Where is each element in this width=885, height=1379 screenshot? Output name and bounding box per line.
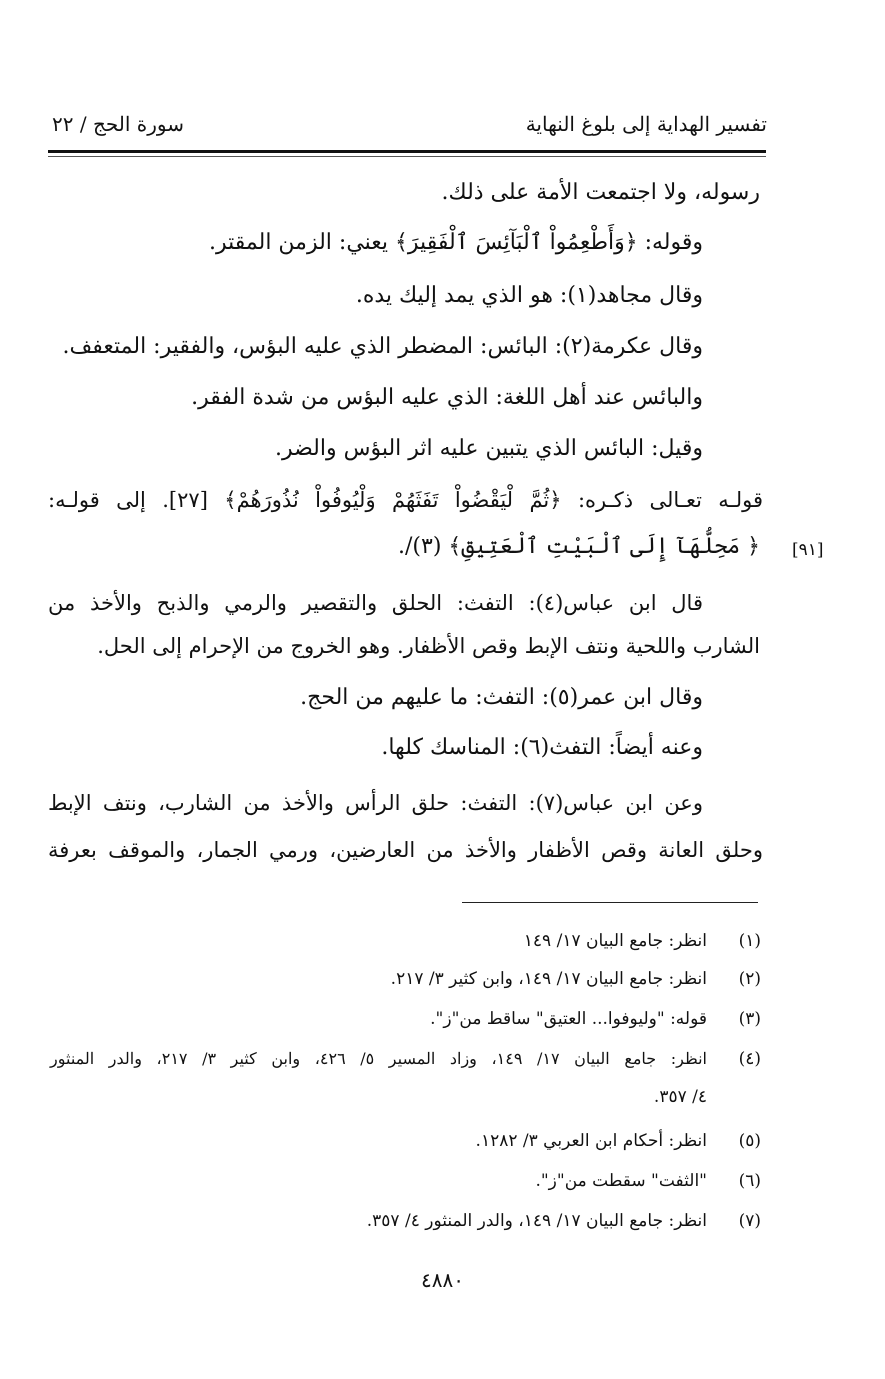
body-line: وقال عكرمة(٢): البائس: المضطر الذي عليه البؤس، والفقير: المتعفف. (62, 334, 703, 359)
footnote-number: (٤) (738, 1049, 761, 1069)
footnote-number: (٥) (738, 1131, 761, 1151)
body-line: والبائس عند أهل اللغة: الذي عليه البؤس من شدة الفقر. (191, 385, 703, 410)
footnote-text: انظر: أحكام ابن العربي ٣/ ١٢٨٢. (475, 1131, 707, 1151)
running-header-surah: سورة الحج / ٢٢ (52, 112, 184, 136)
body-line: وقيل: البائس الذي يتبين عليه اثر البؤس والضر. (274, 436, 703, 461)
body-line: وحلق العانة وقص الأظفار والأخذ من العارضين، ورمي الجمار، والموقف بعرفة (48, 838, 763, 862)
margin-reference: [٩١] (792, 540, 824, 560)
footnote-number: (١) (738, 931, 761, 951)
page-number: ٤٨٨٠ (421, 1268, 464, 1292)
footnote-text: انظر: جامع البيان ١٧/ ١٤٩، وزاد المسير ٥/ ٤٢٦، وابن كثير ٣/ ٢١٧، والدر المنثور (50, 1049, 708, 1068)
body-line: وقال ابن عمر(٥): التفث: ما عليهم من الحج. (300, 685, 703, 710)
footnote-text: انظر: جامع البيان ١٧/ ١٤٩ (523, 931, 707, 951)
footnote-number: (٦) (738, 1171, 761, 1191)
running-header-book-title: تفسير الهداية إلى بلوغ النهاية (525, 112, 767, 136)
footnote-continuation: ٤/ ٣٥٧. (653, 1087, 707, 1107)
body-line: الشارب واللحية ونتف الإبط وقص الأظفار. وهو الخروج من الإحرام إلى الحل. (97, 634, 760, 658)
body-line: وقال مجاهد(١): هو الذي يمد إليك يده. (355, 283, 703, 308)
body-line: وعنه أيضاً: التفث(٦): المناسك كلها. (381, 735, 703, 760)
footnote-text: انظر: جامع البيان ١٧/ ١٤٩، والدر المنثور ٤/ ٣٥٧. (366, 1211, 707, 1231)
body-line: قال ابن عباس(٤): التفث: الحلق والتقصير والرمي والذبح والأخذ من (48, 591, 703, 615)
footnote-number: (٢) (738, 969, 761, 989)
footnote-text: قوله: "وليوفوا... العتيق" ساقط من"ز". (430, 1009, 707, 1029)
body-line: وقوله: ﴿وَأَطْعِمُواْ ٱلْبَآئِسَ ٱلْفَقِيرَ﴾ يعني: الزمن المقتر. (209, 230, 703, 255)
body-line: رسوله، ولا اجتمعت الأمة على ذلك. (441, 180, 760, 205)
body-line: ﴿ مَحِلُّهَآ إِلَى ٱلْبَيْتِ ٱلْعَتِيقِ﴾ (٣)/. (398, 534, 760, 559)
footnote-divider (462, 902, 758, 903)
body-line: وعن ابن عباس(٧): التفث: حلق الرأس والأخذ من الشارب، ونتف الإبط (48, 791, 703, 815)
footnote-number: (٧) (738, 1211, 761, 1231)
footnote-text: انظر: جامع البيان ١٧/ ١٤٩، وابن كثير ٣/ ٢١٧. (390, 969, 707, 989)
footnote-text: "الثفت" سقطت من"ز". (535, 1171, 707, 1191)
body-line: قولـه تعـالى ذكـره: ﴿ثُمَّ لْيَقْضُواْ تَفَثَهُمْ وَلْيُوفُواْ نُذُورَهُمْ﴾ [٢٧]. إلى قولـه: (48, 488, 763, 512)
footnote-number: (٣) (738, 1009, 761, 1029)
header-divider-thin (48, 156, 766, 157)
header-divider (48, 150, 766, 153)
